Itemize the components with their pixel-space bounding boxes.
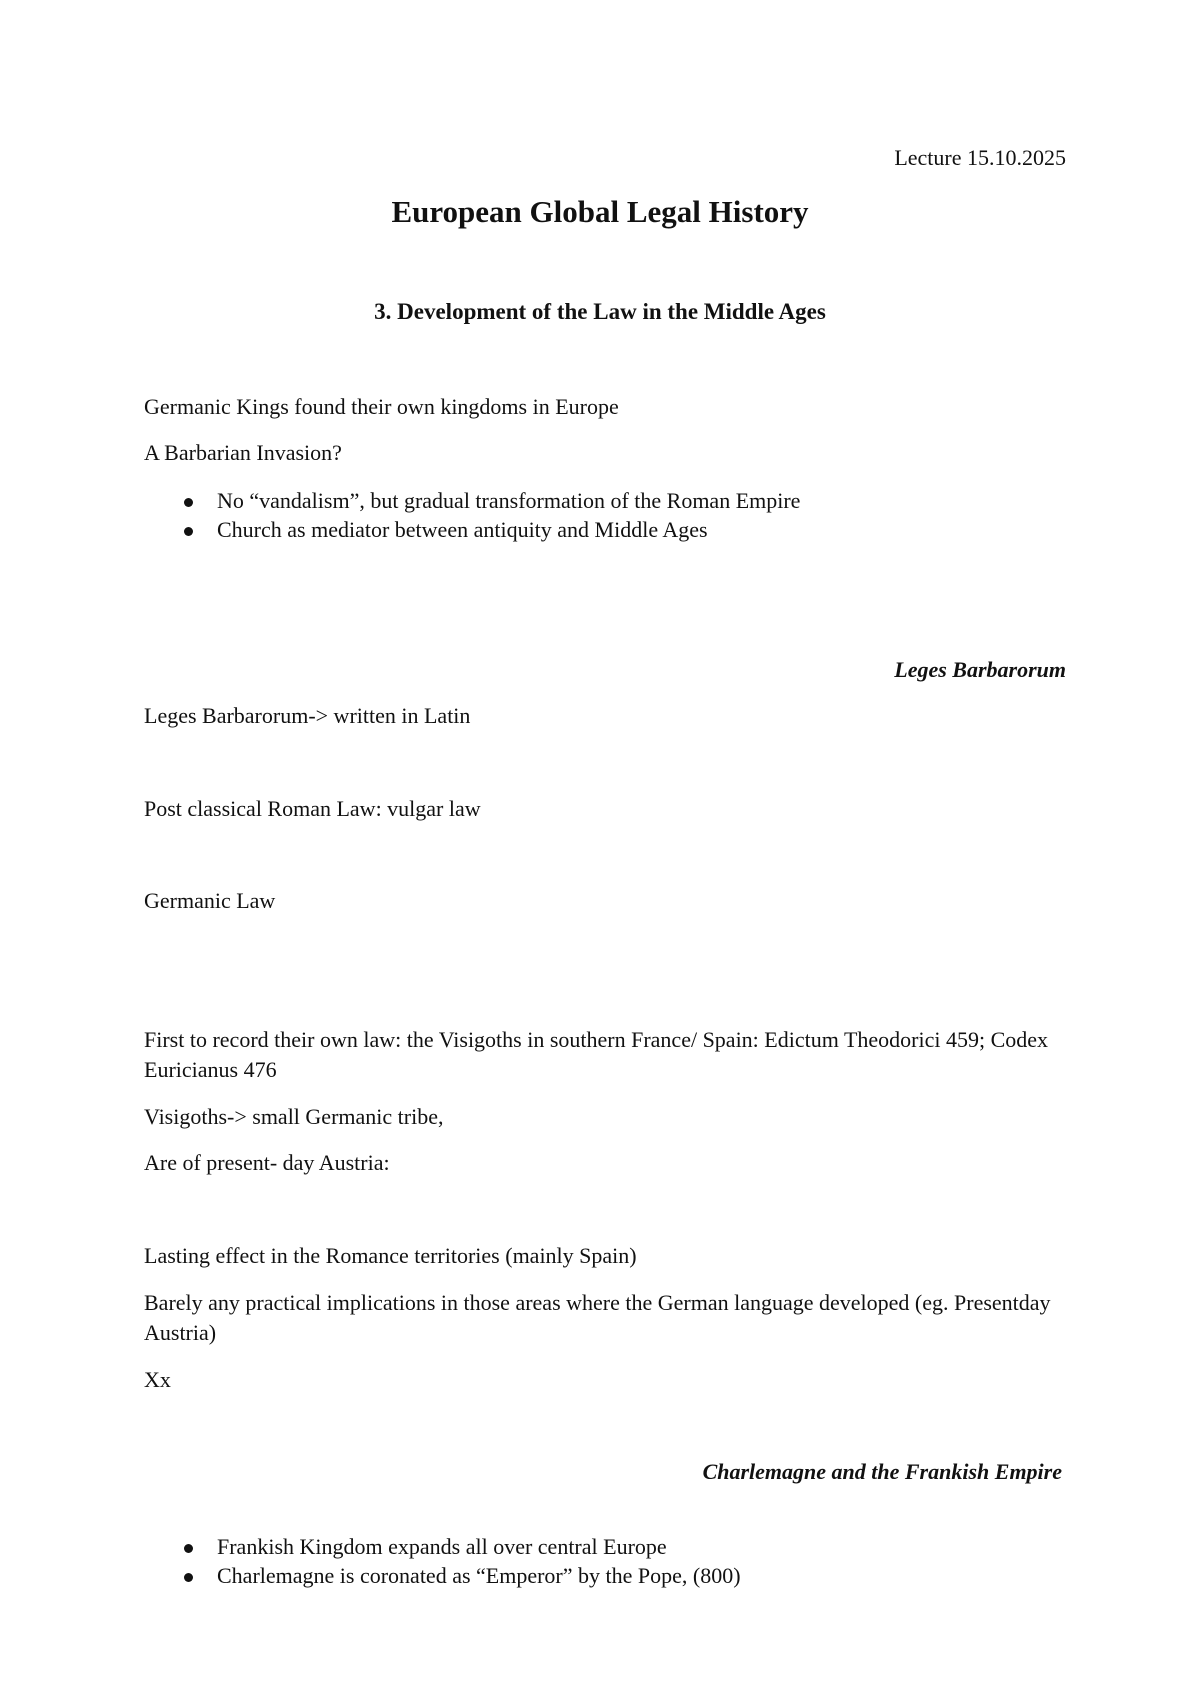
lecture-date: Lecture 15.10.2025 <box>894 145 1066 170</box>
bullet-icon <box>184 1573 193 1582</box>
list-item <box>144 1532 741 1561</box>
list-item-text: No “vandalism”, but gradual transformation of the Roman Empire <box>217 488 801 513</box>
list-item-text: Frankish Kingdom expands all over central Europe <box>217 1534 667 1559</box>
document-title: European Global Legal History <box>391 194 809 229</box>
romance-effect-line: Lasting effect in the Romance territories (mainly Spain) <box>144 1243 637 1268</box>
germanic-law-line: Germanic Law <box>144 888 276 913</box>
bullet-icon <box>184 527 193 536</box>
bullet-icon <box>184 1544 193 1553</box>
intro-line-kings: Germanic Kings found their own kingdoms in Europe <box>144 394 619 419</box>
xx-line: Xx <box>144 1367 171 1392</box>
intro-line-invasion: A Barbarian Invasion? <box>144 440 342 465</box>
german-language-paragraph: Barely any practical implications in those areas where the German language developed (eg. Presentday Austria) <box>144 1290 1051 1345</box>
charlemagne-heading: Charlemagne and the Frankish Empire <box>702 1459 1062 1484</box>
list-item-text: Church as mediator between antiquity and Middle Ages <box>217 517 708 542</box>
list-item <box>144 515 800 544</box>
charlemagne-bullet-list <box>144 1532 741 1590</box>
section-title: 3. Development of the Law in the Middle Ages <box>374 299 826 324</box>
leges-heading: Leges Barbarorum <box>894 657 1066 682</box>
leges-latin-line: Leges Barbarorum-> written in Latin <box>144 703 471 728</box>
list-item <box>144 486 800 515</box>
austria-line: Are of present- day Austria: <box>144 1150 390 1175</box>
list-item-text: Charlemagne is coronated as “Emperor” by the Pope, (800) <box>217 1563 741 1588</box>
bullet-icon <box>184 498 193 507</box>
vulgar-law-line: Post classical Roman Law: vulgar law <box>144 796 481 821</box>
list-item <box>144 1561 741 1590</box>
visigoths-record-paragraph: First to record their own law: the Visigoths in southern France/ Spain: Edictum Theodorici 459; Codex Euricianus 476 <box>144 1027 1049 1082</box>
intro-bullet-list <box>144 486 800 544</box>
visigoths-tribe-line: Visigoths-> small Germanic tribe, <box>144 1104 444 1129</box>
